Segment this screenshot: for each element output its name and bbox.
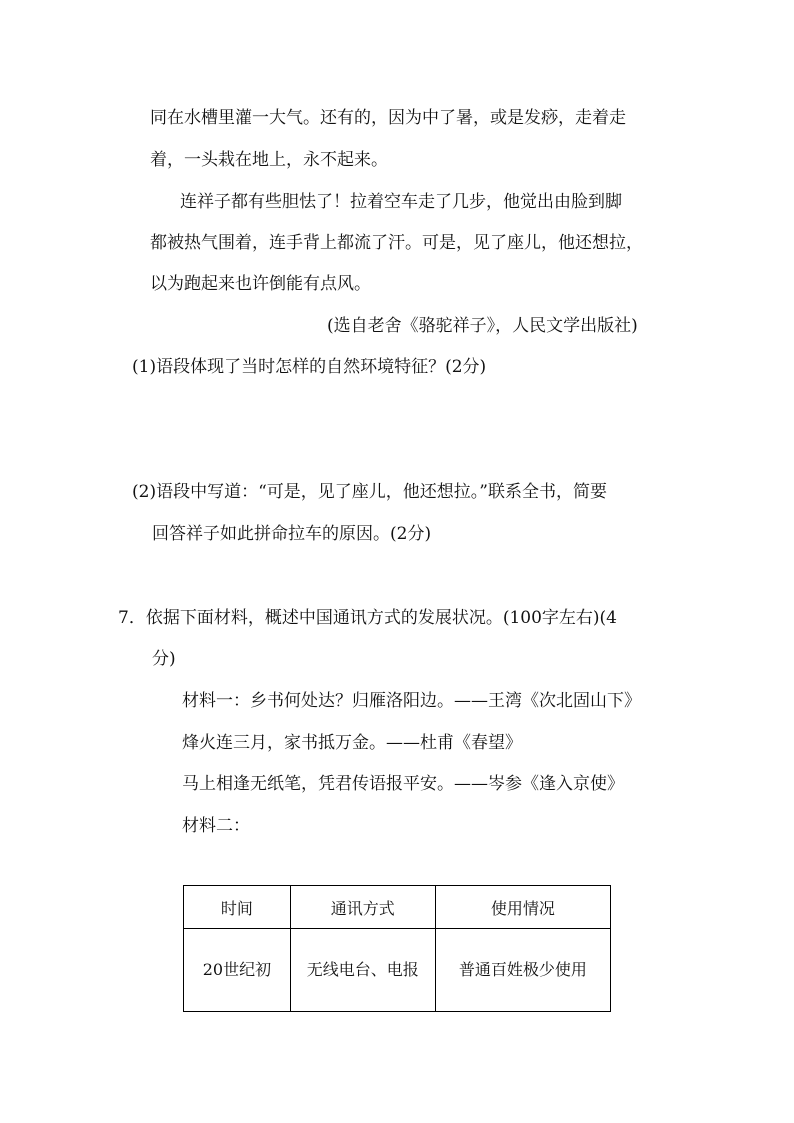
material-1-line-1: 材料一：乡书何处达？归雁洛阳边。——王湾《次北固山下》: [182, 691, 641, 711]
table-header-time: 时间: [184, 886, 291, 929]
table-cell-usage: 普通百姓极少使用: [435, 929, 610, 1012]
passage-line-5: 以为跑起来也许倒能有点风。: [150, 274, 371, 294]
passage-line-3: 连祥子都有些胆怯了！拉着空车走了几步，他觉出由脸到脚: [180, 192, 622, 212]
material-1-line-2: 烽火连三月，家书抵万金。——杜甫《春望》: [182, 733, 522, 753]
question-7-line-2: 分): [152, 649, 176, 669]
question-7-line-1: 7．依据下面材料，概述中国通讯方式的发展状况。(100字左右)(4: [118, 608, 617, 628]
question-2-line-1: (2)语段中写道：“可是，见了座儿，他还想拉。”联系全书，简要: [132, 482, 607, 502]
communication-table: [183, 885, 611, 1012]
table-header-usage: 使用情况: [435, 886, 610, 929]
table-header-row: [184, 886, 611, 929]
passage-line-4: 都被热气围着，连手背上都流了汗。可是，见了座儿，他还想拉，: [150, 233, 643, 253]
question-2-line-2: 回答祥子如此拼命拉车的原因。(2分): [152, 524, 432, 544]
material-2-label: 材料二：: [182, 816, 250, 836]
table-cell-time: 20世纪初: [184, 929, 291, 1012]
table-row: [184, 929, 611, 1012]
passage-line-1: 同在水槽里灌一大气。还有的，因为中了暑，或是发痧，走着走: [150, 108, 626, 128]
passage-source: (选自老舍《骆驼祥子》，人民文学出版社): [327, 316, 638, 336]
table-header-method: 通讯方式: [290, 886, 435, 929]
passage-line-2: 着，一头栽在地上，永不起来。: [150, 150, 388, 170]
material-1-line-3: 马上相逢无纸笔，凭君传语报平安。——岑参《逢入京使》: [182, 774, 624, 794]
table-cell-method: 无线电台、电报: [290, 929, 435, 1012]
question-1: (1)语段体现了当时怎样的自然环境特征？(2分): [132, 357, 487, 377]
